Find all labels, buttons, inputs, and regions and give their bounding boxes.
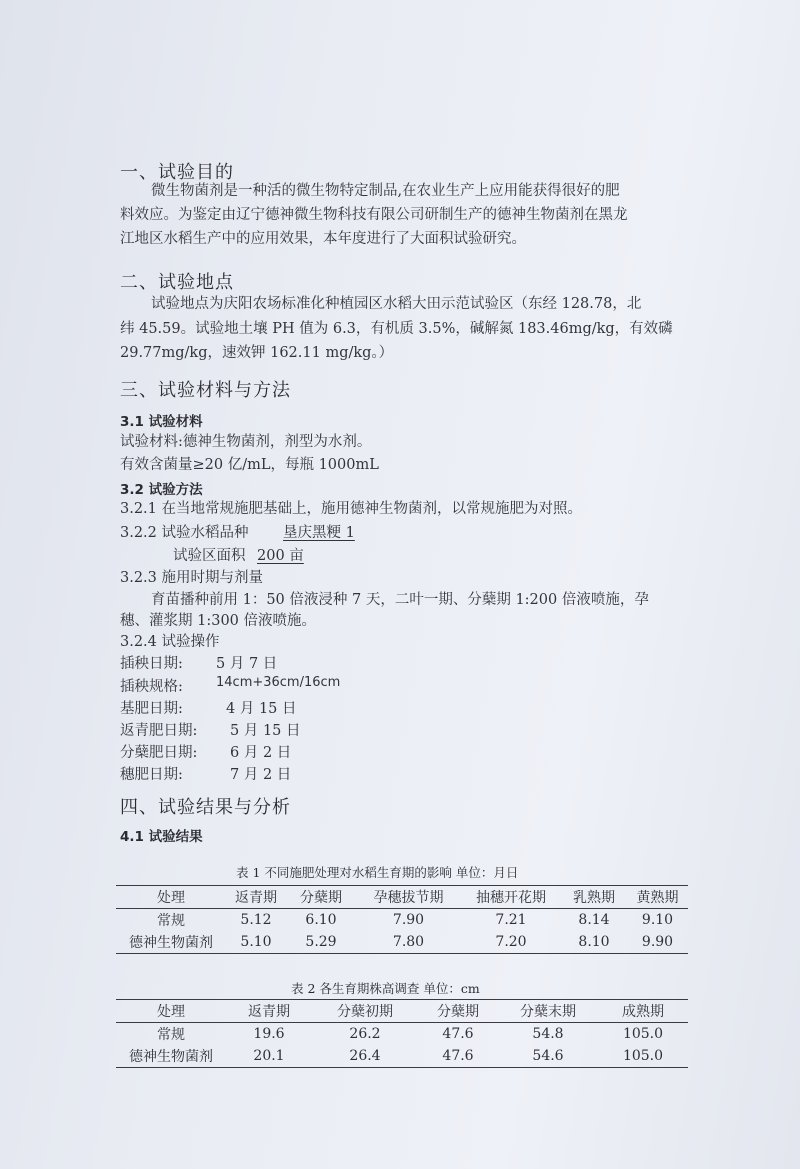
table-cell: 26.2	[349, 1026, 381, 1042]
table-row	[116, 1023, 688, 1046]
table-1-caption: 表 1 不同施肥处理对水稻生育期的影响 单位：月日	[236, 865, 519, 880]
table-cell: 9.90	[641, 934, 674, 950]
table-cell: 常规	[157, 913, 185, 929]
column-header: 孕穗拔节期	[356, 886, 461, 909]
trial-area-label: 试验区面积	[173, 548, 246, 564]
section-2-line-1: 试验地点为庆阳农场标准化种植园区水稻大田示范试验区（东经 128.78，北	[151, 296, 642, 312]
column-header: 处理	[116, 886, 226, 909]
column-header: 抽穗开花期	[461, 886, 561, 909]
materials-heading: 3.1 试验材料	[120, 414, 203, 430]
operation-value: 4 月 15 日	[226, 701, 297, 717]
column-header: 黄熟期	[627, 886, 688, 909]
section-1-title: 一、试验目的	[120, 162, 234, 183]
section-1-line-1: 微生物菌剂是一种活的微生物特定制品,在农业生产上应用能获得很好的肥	[151, 183, 620, 199]
table-cell: 54.6	[532, 1048, 564, 1064]
method-3-2-3-line-2: 穗、灌浆期 1:300 倍液喷施。	[120, 613, 317, 629]
rice-variety: 垦庆黑粳 1	[283, 525, 355, 541]
table-cell: 105.0	[622, 1048, 664, 1064]
table-cell: 德神生物菌剂	[129, 1049, 213, 1065]
results-heading: 4.1 试验结果	[120, 829, 203, 845]
table-cell: 20.1	[253, 1048, 285, 1064]
operation-label: 分蘖肥日期:	[120, 745, 198, 761]
section-2-line-2: 纬 45.59。试验地土壤 PH 值为 6.3，有机质 3.5%，碱解氮 183.46mg/kg，有效磷	[120, 321, 673, 337]
column-header: 返青期	[226, 1000, 312, 1023]
section-2-line-3: 29.77mg/kg，速效钾 162.11 mg/kg。）	[120, 345, 394, 361]
column-header: 返青期	[226, 886, 286, 909]
table-cell: 47.6	[442, 1026, 474, 1042]
column-header: 分蘖期	[286, 886, 356, 909]
table-1	[116, 885, 688, 954]
methods-heading: 3.2 试验方法	[120, 482, 203, 498]
column-header: 分蘖初期	[312, 1000, 418, 1023]
table-cell: 7.80	[392, 934, 425, 950]
method-3-2-2-label: 3.2.2 试验水稻品种	[120, 525, 249, 541]
section-1-line-2: 料效应。为鉴定由辽宁德神微生物科技有限公司研制生产的德神生物菌剂在黑龙	[120, 207, 628, 223]
section-2-title: 二、试验地点	[120, 272, 234, 293]
table-cell: 5.29	[305, 934, 337, 950]
operation-value: 5 月 15 日	[230, 723, 301, 739]
table-cell: 19.6	[253, 1026, 285, 1042]
table-cell: 5.12	[240, 912, 272, 928]
table-cell: 常规	[157, 1027, 185, 1043]
operation-label: 穗肥日期:	[120, 767, 183, 783]
table-cell: 5.10	[240, 934, 272, 950]
operation-value: 6 月 2 日	[230, 745, 292, 761]
table-header-row	[116, 1000, 688, 1023]
materials-line-1: 试验材料:德神生物菌剂，剂型为水剂。	[120, 434, 372, 450]
section-4-title: 四、试验结果与分析	[120, 797, 291, 818]
table-2-caption: 表 2 各生育期株高调查 单位：cm	[291, 981, 480, 996]
column-header: 分蘖期	[418, 1000, 498, 1023]
operation-value: 5 月 7 日	[216, 656, 278, 672]
table-cell: 8.14	[578, 912, 610, 928]
operation-label: 返青肥日期:	[120, 723, 198, 739]
operation-label: 插秧规格:	[120, 679, 183, 695]
operation-label: 基肥日期:	[120, 701, 183, 717]
table-cell: 8.10	[578, 934, 610, 950]
table-cell: 7.20	[495, 934, 527, 950]
table-cell: 6.10	[305, 912, 337, 928]
table-cell: 105.0	[622, 1026, 664, 1042]
table-cell: 9.10	[641, 912, 674, 928]
table-cell: 7.90	[392, 912, 425, 928]
method-3-2-4-heading: 3.2.4 试验操作	[120, 634, 220, 650]
section-1-line-3: 江地区水稻生产中的应用效果，本年度进行了大面积试验研究。	[120, 231, 526, 247]
table-cell: 7.21	[495, 912, 527, 928]
table-cell: 54.8	[532, 1026, 564, 1042]
table-cell: 47.6	[442, 1048, 474, 1064]
table-cell: 德神生物菌剂	[129, 935, 213, 951]
operation-value: 7 月 2 日	[230, 767, 292, 783]
column-header: 成熟期	[598, 1000, 688, 1023]
table-row	[116, 1045, 688, 1068]
table-2	[116, 999, 688, 1068]
method-3-2-1: 3.2.1 在当地常规施肥基础上，施用德神生物菌剂，以常规施肥为对照。	[120, 501, 583, 517]
section-3-title: 三、试验材料与方法	[120, 380, 291, 401]
column-header: 乳熟期	[561, 886, 627, 909]
table-row	[116, 909, 688, 932]
materials-line-2: 有效含菌量≥20 亿/mL，每瓶 1000mL	[120, 457, 379, 473]
operation-label: 插秧日期:	[120, 656, 183, 672]
table-header-row	[116, 886, 688, 909]
column-header: 处理	[116, 1000, 226, 1023]
column-header: 分蘖末期	[498, 1000, 598, 1023]
operation-value: 14cm+36cm/16cm	[216, 675, 341, 690]
table-row	[116, 931, 688, 954]
table-cell: 26.4	[349, 1048, 381, 1064]
trial-area-value: 200 亩	[257, 548, 304, 564]
method-3-2-3-line-1: 育苗播种前用 1：50 倍液浸种 7 天，二叶一期、分蘖期 1:200 倍液喷施，孕	[151, 592, 649, 608]
method-3-2-3-heading: 3.2.3 施用时期与剂量	[120, 570, 264, 586]
